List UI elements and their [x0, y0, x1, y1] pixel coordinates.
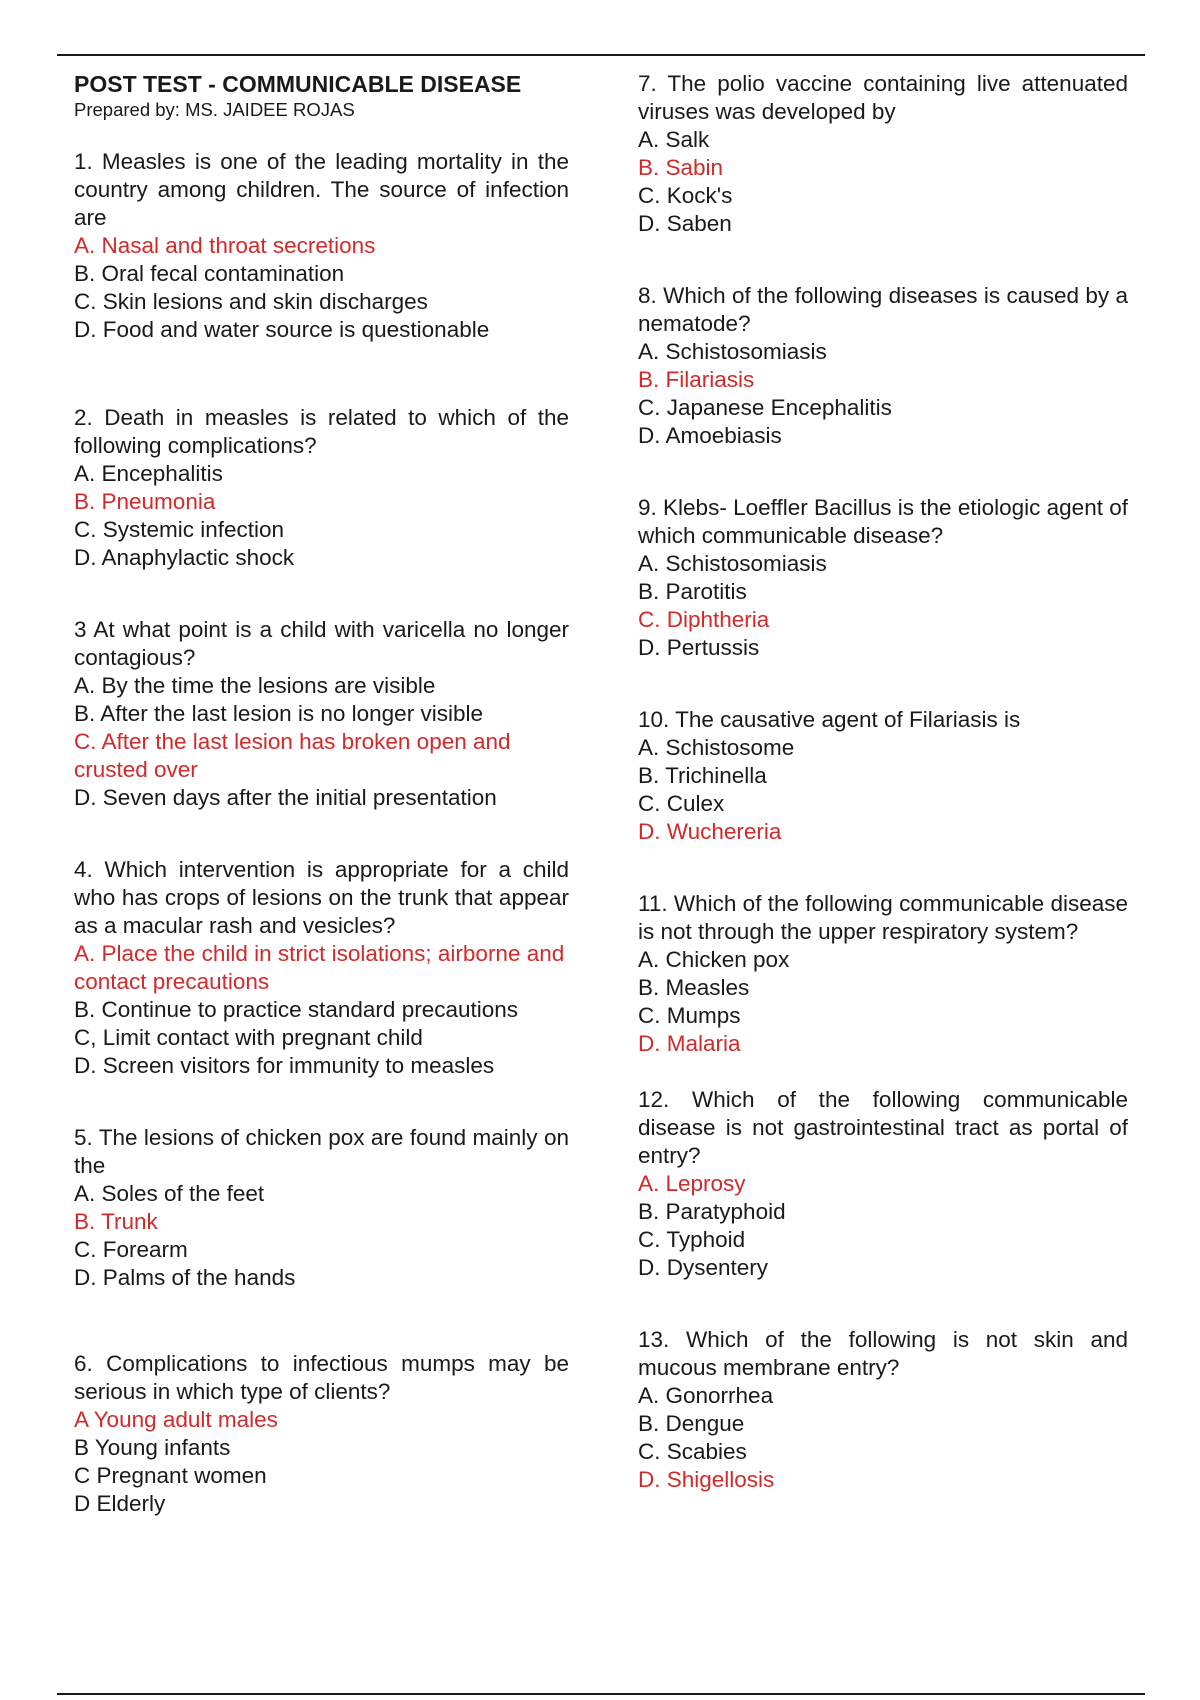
option: C. Systemic infection	[74, 517, 285, 542]
option: A. Soles of the feet	[74, 1181, 265, 1206]
page-title: POST TEST - COMMUNICABLE DISEASE	[74, 71, 522, 97]
option: A. Schistosomiasis	[638, 551, 827, 576]
correct-answer-option: A Young adult males	[74, 1407, 278, 1432]
option: D. Amoebiasis	[638, 423, 782, 448]
option: C. Kock's	[638, 183, 733, 208]
question-stem: 8. Which of the following diseases is caused by a nematode?	[638, 283, 1128, 336]
option: C Pregnant women	[74, 1463, 267, 1488]
question-stem: 10. The causative agent of Filariasis is	[638, 707, 1021, 732]
option: B. Parotitis	[638, 579, 747, 604]
correct-answer-option: A. Nasal and throat secretions	[74, 233, 376, 258]
right-column	[638, 70, 1128, 1494]
question-2	[74, 404, 569, 572]
option: C. Scabies	[638, 1439, 747, 1464]
option: D Elderly	[74, 1491, 166, 1516]
option: C. Forearm	[74, 1237, 188, 1262]
option: D. Food and water source is questionable	[74, 317, 490, 342]
question-stem: 12. Which of the following communicable disease is not gastrointestinal tract as portal of entry?	[638, 1087, 1128, 1168]
question-stem: 3 At what point is a child with varicella no longer contagious?	[74, 617, 569, 670]
option: D. Palms of the hands	[74, 1265, 296, 1290]
question-stem: 2. Death in measles is related to which of the following complications?	[74, 405, 569, 458]
question-6	[74, 1350, 569, 1518]
option: B. Dengue	[638, 1411, 745, 1436]
correct-answer-option: B. Pneumonia	[74, 489, 216, 514]
option: C. Culex	[638, 791, 725, 816]
correct-answer-option: D. Malaria	[638, 1031, 741, 1056]
option: B. Continue to practice standard precautions	[74, 997, 519, 1022]
option: B. Oral fecal contamination	[74, 261, 345, 286]
correct-answer-option: B. Sabin	[638, 155, 724, 180]
question-5	[74, 1124, 569, 1292]
question-12	[638, 1086, 1128, 1282]
correct-answer-option: C. After the last lesion has broken open and crusted over	[74, 729, 511, 782]
question-8	[638, 282, 1128, 450]
option: A. Salk	[638, 127, 710, 152]
bottom-rule	[57, 1693, 1145, 1695]
question-11	[638, 890, 1128, 1058]
option: A. Schistosomiasis	[638, 339, 827, 364]
correct-answer-option: D. Wuchereria	[638, 819, 782, 844]
correct-answer-option: A. Place the child in strict isolations; airborne and contact precautions	[74, 941, 565, 994]
option: C. Mumps	[638, 1003, 741, 1028]
option: D. Saben	[638, 211, 732, 236]
question-stem: 5. The lesions of chicken pox are found mainly on the	[74, 1125, 569, 1178]
option: B. Trichinella	[638, 763, 767, 788]
question-stem: 6. Complications to infectious mumps may be serious in which type of clients?	[74, 1351, 569, 1404]
question-stem: 4. Which intervention is appropriate for a child who has crops of lesions on the trunk that appear as a macular rash and vesicles?	[74, 857, 569, 938]
question-4	[74, 856, 569, 1080]
option: D. Anaphylactic shock	[74, 545, 295, 570]
question-13	[638, 1326, 1128, 1494]
question-stem: 9. Klebs- Loeffler Bacillus is the etiologic agent of which communicable disease?	[638, 495, 1128, 548]
option: A. Encephalitis	[74, 461, 223, 486]
top-rule	[57, 54, 1145, 56]
option: A. By the time the lesions are visible	[74, 673, 436, 698]
prepared-by: Prepared by: MS. JAIDEE ROJAS	[74, 99, 355, 120]
option: B. Measles	[638, 975, 750, 1000]
question-stem: 13. Which of the following is not skin and mucous membrane entry?	[638, 1327, 1128, 1380]
option: D. Screen visitors for immunity to measles	[74, 1053, 495, 1078]
question-stem: 11. Which of the following communicable disease is not through the upper respiratory system?	[638, 891, 1128, 944]
option: D. Pertussis	[638, 635, 760, 660]
option: D. Seven days after the initial presentation	[74, 785, 497, 810]
question-stem: 7. The polio vaccine containing live attenuated viruses was developed by	[638, 71, 1128, 124]
correct-answer-option: C. Diphtheria	[638, 607, 770, 632]
option: D. Dysentery	[638, 1255, 769, 1280]
question-7	[638, 70, 1128, 238]
correct-answer-option: A. Leprosy	[638, 1171, 746, 1196]
option: B. Paratyphoid	[638, 1199, 786, 1224]
option: C. Skin lesions and skin discharges	[74, 289, 428, 314]
option: A. Chicken pox	[638, 947, 790, 972]
option: B Young infants	[74, 1435, 231, 1460]
option: A. Gonorrhea	[638, 1383, 774, 1408]
question-1	[74, 148, 569, 344]
question-3	[74, 616, 569, 812]
correct-answer-option: B. Trunk	[74, 1209, 158, 1234]
correct-answer-option: B. Filariasis	[638, 367, 755, 392]
left-column	[74, 70, 569, 1518]
correct-answer-option: D. Shigellosis	[638, 1467, 775, 1492]
question-10	[638, 706, 1128, 846]
option: A. Schistosome	[638, 735, 795, 760]
option: C, Limit contact with pregnant child	[74, 1025, 423, 1050]
question-9	[638, 494, 1128, 662]
question-stem: 1. Measles is one of the leading mortality in the country among children. The source of infection are	[74, 149, 569, 230]
option: C. Japanese Encephalitis	[638, 395, 892, 420]
option: B. After the last lesion is no longer visible	[74, 701, 483, 726]
option: C. Typhoid	[638, 1227, 746, 1252]
